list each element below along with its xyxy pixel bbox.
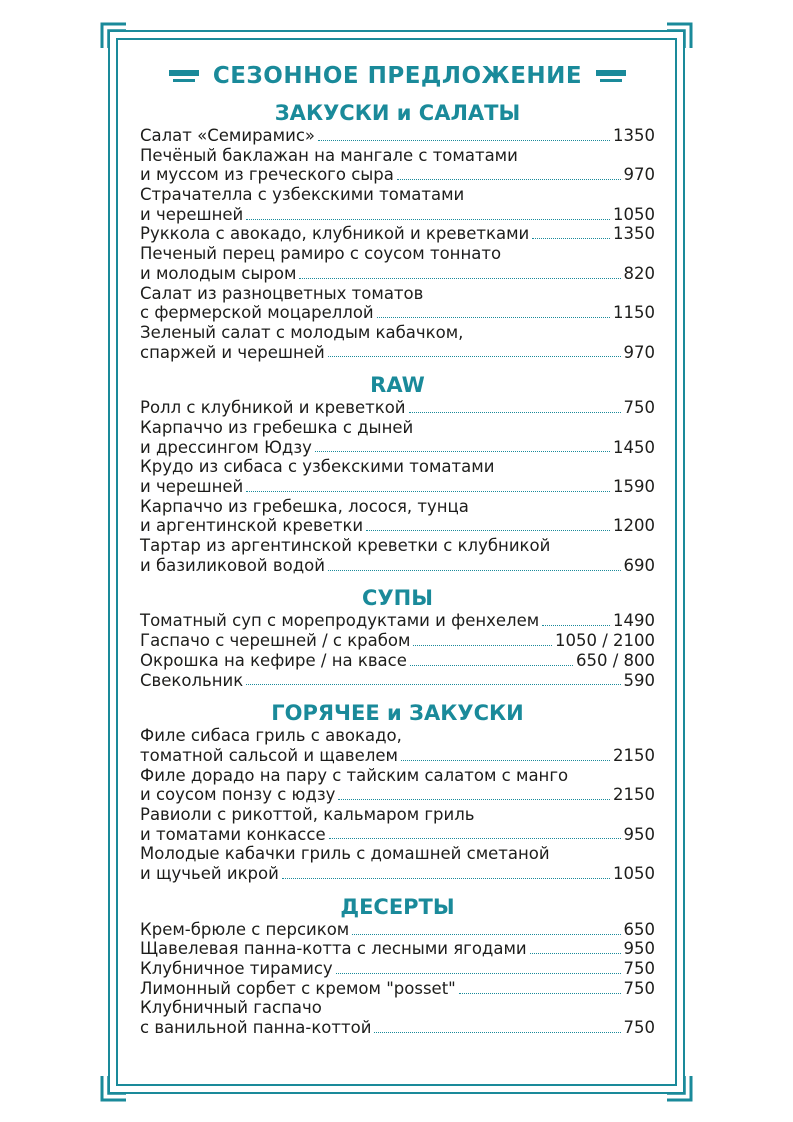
menu-item-line	[140, 726, 655, 746]
corner-ornament-top-left	[100, 22, 128, 50]
dish-name: Клубничный гаспачо	[140, 998, 322, 1018]
menu-item	[140, 126, 655, 146]
dish-price: 970	[623, 342, 655, 362]
dish-name: Карпаччо из гребешка с дыней	[140, 417, 414, 437]
menu-item	[140, 284, 655, 323]
dot-leader	[532, 237, 610, 239]
dot-leader	[542, 624, 610, 626]
dish-name: Свекольник	[140, 670, 244, 690]
menu-item-line	[140, 746, 655, 766]
section-title: RAW	[370, 373, 425, 398]
dot-leader	[246, 218, 610, 220]
menu-item-line	[140, 244, 655, 264]
dot-leader	[409, 411, 621, 413]
menu-item-line	[140, 477, 655, 497]
dish-price: 1350	[613, 224, 655, 244]
menu-item	[140, 457, 655, 496]
menu-item	[140, 146, 655, 185]
menu-item	[140, 939, 655, 959]
section-title: ЗАКУСКИ и САЛАТЫ	[274, 101, 521, 125]
menu-item-line	[140, 438, 655, 458]
dish-price: 2150	[613, 785, 655, 805]
dot-leader	[530, 952, 621, 954]
dish-price: 1450	[613, 437, 655, 457]
dish-name: и соусом понзу с юдзу	[140, 785, 336, 805]
dish-name: Салат «Семирамис»	[140, 126, 316, 145]
menu-item-line	[140, 844, 655, 864]
menu-item-line	[140, 224, 655, 244]
menu-item-line	[140, 671, 655, 691]
menu-item	[140, 959, 655, 979]
dish-name: Гаспачо с черешней / с крабом	[140, 631, 411, 651]
menu-item-line	[140, 264, 655, 284]
section-title: ГОРЯЧЕЕ и ЗАКУСКИ	[271, 701, 524, 726]
menu-item-line	[140, 920, 655, 940]
menu-item-line	[140, 998, 655, 1018]
title-decor-left	[169, 70, 199, 82]
dish-name: Карпаччо из гребешка, лосося, тунца	[140, 496, 469, 516]
menu-item	[140, 224, 655, 244]
menu-item	[140, 323, 655, 362]
menu-item-line	[140, 959, 655, 979]
dot-leader	[299, 277, 620, 279]
menu-item-line	[140, 457, 655, 477]
menu-item-line	[140, 185, 655, 205]
dish-name: и молодым сыром	[140, 263, 297, 283]
menu-item	[140, 726, 655, 765]
menu-item	[140, 671, 655, 691]
dish-name: и базиликовой водой	[140, 555, 325, 575]
title-decor-right	[596, 70, 626, 82]
dish-price: 1050	[613, 864, 655, 883]
dot-leader	[246, 683, 620, 685]
dish-price: 1150	[613, 303, 655, 323]
menu-item-line	[140, 303, 655, 323]
dish-name: Щавелевая панна-котта с лесными ягодами	[140, 939, 527, 959]
dish-price: 650	[623, 919, 655, 939]
menu-item-line	[140, 805, 655, 825]
dish-name: томатной сальсой и щавелем	[140, 745, 398, 765]
dish-name: Молодые кабачки гриль с домашней сметаной	[140, 844, 550, 864]
menu-item	[140, 611, 655, 631]
dot-leader	[410, 664, 573, 666]
dish-price: 950	[623, 939, 655, 959]
dish-price: 590	[623, 670, 655, 690]
menu-item-line	[140, 939, 655, 959]
dish-name: Салат из разноцветных томатов	[140, 283, 424, 303]
dish-price: 970	[623, 165, 655, 185]
dish-name: спаржей и черешней	[140, 342, 325, 362]
dish-name: и аргентинской креветки	[140, 516, 364, 536]
dish-name: Равиоли с рикоттой, кальмаром гриль	[140, 804, 475, 824]
menu-item-line	[140, 343, 655, 363]
corner-ornament-bottom-right	[665, 1074, 693, 1102]
menu-item-line	[140, 165, 655, 185]
section-title: СУПЫ	[362, 586, 433, 611]
dish-name: и дрессингом Юдзу	[140, 437, 312, 457]
dish-price: 750	[623, 398, 655, 418]
dish-price: 750	[623, 959, 655, 979]
dish-name: и черешней	[140, 204, 244, 224]
dish-name: Окрошка на кефире / на квасе	[140, 650, 407, 670]
menu-item	[140, 920, 655, 940]
menu-item-line	[140, 205, 655, 225]
dish-price: 820	[623, 263, 655, 283]
dish-name: Тартар из аргентинской креветки с клубникой	[140, 536, 551, 556]
menu-item-line	[140, 1018, 655, 1038]
dot-leader	[318, 139, 610, 141]
menu-item	[140, 766, 655, 805]
section-title: ДЕСЕРТЫ	[340, 894, 455, 919]
dish-name: с ванильной панна-коттой	[140, 1018, 372, 1038]
dish-name: Клубничное тирамису	[140, 959, 333, 979]
dot-leader	[338, 798, 610, 800]
dish-name: Ролл с клубникой и креветкой	[140, 398, 406, 418]
dot-leader	[413, 644, 551, 646]
dot-leader	[246, 490, 610, 492]
dot-leader	[401, 759, 610, 761]
menu-item-line	[140, 825, 655, 845]
dot-leader	[328, 355, 621, 357]
dish-name: Зеленый салат с молодым кабачком,	[140, 322, 464, 342]
dish-price: 1200	[613, 516, 655, 536]
dot-leader	[328, 569, 621, 571]
dish-price: 1350	[613, 126, 655, 145]
menu-item	[140, 536, 655, 575]
dish-name: Томатный суп с морепродуктами и фенхелем	[140, 611, 540, 631]
dot-leader	[377, 316, 610, 318]
main-title-row	[140, 54, 655, 98]
dish-name: Крудо из сибаса с узбекскими томатами	[140, 457, 495, 477]
dish-name: Печеный перец рамиро с соусом тоннато	[140, 244, 502, 264]
dish-name: и муссом из греческого сыра	[140, 165, 394, 185]
page-title: СЕЗОННОЕ ПРЕДЛОЖЕНИЕ	[212, 63, 583, 89]
dish-price: 2150	[613, 745, 655, 765]
dish-price: 750	[623, 978, 655, 998]
dot-leader	[374, 1031, 620, 1033]
dot-leader	[397, 178, 621, 180]
dish-name: Руккола с авокадо, клубникой и креветками	[140, 224, 530, 244]
menu-sections	[140, 100, 655, 1038]
dish-name: Крем-брюле с персиком	[140, 919, 350, 939]
menu-item	[140, 998, 655, 1037]
dish-name: Лимонный сорбет с кремом "posset"	[140, 978, 456, 998]
dot-leader	[352, 933, 620, 935]
dish-name: Страчателла с узбекскими томатами	[140, 185, 465, 205]
dish-name: Филе дорадо на пару с тайским салатом с манго	[140, 765, 569, 785]
dot-leader	[459, 992, 621, 994]
menu-item-line	[140, 516, 655, 536]
dish-price: 650 / 800	[575, 650, 655, 670]
dish-price: 1050	[613, 204, 655, 224]
menu-item-line	[140, 864, 655, 884]
dot-leader	[329, 837, 621, 839]
menu-item-line	[140, 418, 655, 438]
dish-price: 1050 / 2100	[554, 631, 655, 651]
dish-price: 690	[623, 555, 655, 575]
menu-item	[140, 185, 655, 224]
menu-item-line	[140, 785, 655, 805]
menu-item-line	[140, 284, 655, 304]
dot-leader	[315, 450, 610, 452]
dish-name: Печёный баклажан на мангале с томатами	[140, 145, 518, 165]
dish-price: 1490	[613, 611, 655, 631]
menu-item	[140, 805, 655, 844]
menu-item	[140, 979, 655, 999]
corner-ornament-top-right	[665, 22, 693, 50]
menu-item	[140, 244, 655, 283]
menu-item-line	[140, 126, 655, 146]
menu-item-line	[140, 398, 655, 418]
dish-price: 1590	[613, 477, 655, 496]
menu-item-line	[140, 611, 655, 631]
menu-item	[140, 497, 655, 536]
menu-item	[140, 631, 655, 651]
dish-name: и томатами конкассе	[140, 824, 326, 844]
menu-item-line	[140, 146, 655, 166]
dish-name: и щучьей икрой	[140, 864, 279, 883]
menu-item-line	[140, 556, 655, 576]
menu-item-line	[140, 497, 655, 517]
menu-item	[140, 418, 655, 457]
menu-item-line	[140, 766, 655, 786]
dish-name: и черешней	[140, 477, 244, 496]
menu-item-line	[140, 651, 655, 671]
dish-name: с фермерской моцареллой	[140, 303, 374, 323]
dot-leader	[282, 877, 610, 879]
menu-item-line	[140, 323, 655, 343]
dish-name: Филе сибаса гриль с авокадо,	[140, 726, 402, 746]
menu-content	[140, 54, 655, 1038]
dish-price: 750	[623, 1018, 655, 1038]
corner-ornament-bottom-left	[100, 1074, 128, 1102]
menu-item	[140, 651, 655, 671]
menu-item-line	[140, 631, 655, 651]
menu-item-line	[140, 979, 655, 999]
menu-item	[140, 844, 655, 883]
menu-item	[140, 398, 655, 418]
menu-item-line	[140, 536, 655, 556]
dot-leader	[366, 529, 610, 531]
dot-leader	[336, 972, 621, 974]
dish-price: 950	[623, 824, 655, 844]
